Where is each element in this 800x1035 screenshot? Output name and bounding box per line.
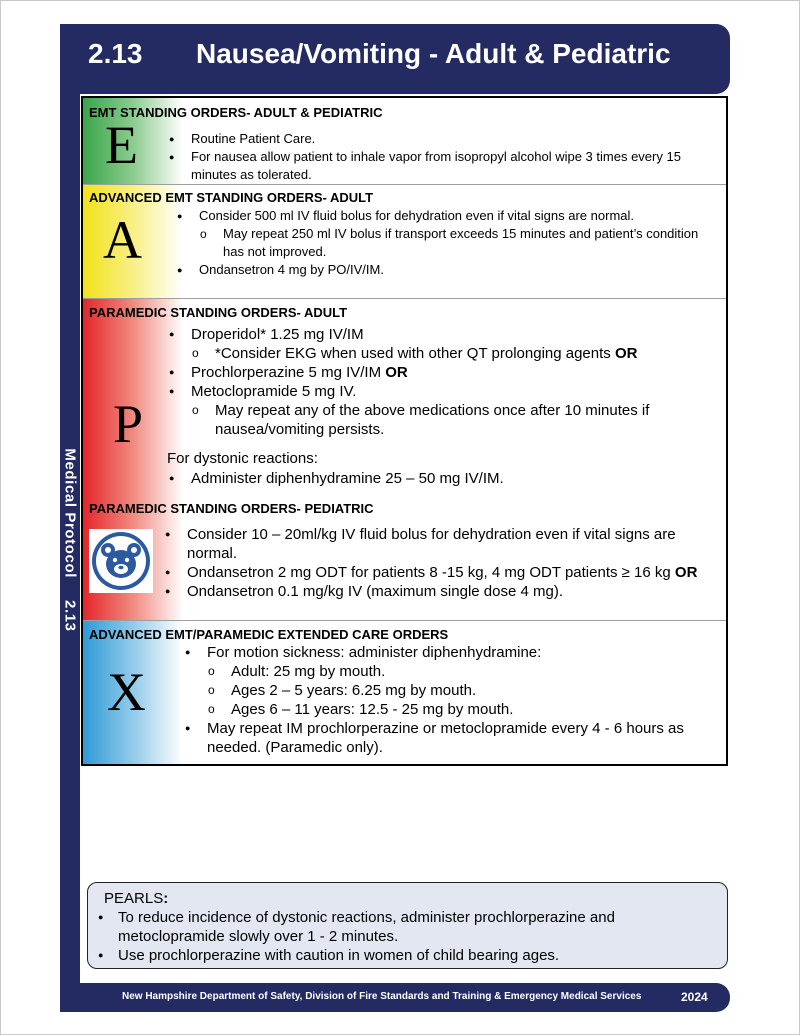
dystonic-list bbox=[167, 469, 717, 488]
side-label bbox=[62, 448, 79, 631]
teddy-bear-icon bbox=[89, 529, 153, 593]
list-item: ● For nausea allow patient to inhale vapor from isopropyl alcohol wipe 3 times every 15 minutes as tolerated. bbox=[167, 148, 712, 184]
list-subitem: o Adult: 25 mg by mouth. bbox=[183, 662, 723, 681]
item-text: *Consider EKG when used with other QT prolonging agents bbox=[215, 345, 615, 362]
paramedic-section bbox=[83, 299, 726, 621]
list-item: ● Ondansetron 4 mg by PO/IV/IM. bbox=[175, 261, 720, 279]
paramedic-pediatric-title: PARAMEDIC STANDING ORDERS- PEDIATRIC bbox=[89, 501, 374, 516]
protocol-number: 2.13 bbox=[88, 38, 143, 69]
protocol-box bbox=[81, 96, 728, 766]
list-item bbox=[167, 363, 717, 382]
list-subitem: o Ages 6 – 11 years: 12.5 - 25 mg by mouth. bbox=[183, 700, 723, 719]
paramedic-letter: P bbox=[113, 394, 144, 454]
list-subitem: o May repeat any of the above medications once after 10 minutes if nausea/vomiting persists. bbox=[167, 401, 717, 439]
item-text: Ondansetron 2 mg ODT for patients 8 -15 kg, 4 mg ODT patients ≥ 16 kg bbox=[187, 564, 675, 581]
pearls-list bbox=[96, 908, 719, 965]
dystonic-label: For dystonic reactions: bbox=[167, 450, 318, 467]
pearls-heading bbox=[96, 889, 719, 908]
extended-care-section bbox=[83, 621, 726, 764]
or-keyword: OR bbox=[614, 345, 638, 362]
list-item: ● May repeat IM prochlorperazine or metoclopramide every 4 - 6 hours as needed. (Paramedic only). bbox=[183, 719, 723, 757]
aemt-section bbox=[83, 185, 726, 299]
list-item: ● Droperidol* 1.25 mg IV/IM bbox=[167, 325, 717, 344]
aemt-letter: A bbox=[103, 210, 142, 270]
list-subitem: o Ages 2 – 5 years: 6.25 mg by mouth. bbox=[183, 681, 723, 700]
or-keyword: OR bbox=[674, 564, 698, 581]
list-subitem bbox=[167, 344, 717, 363]
list-item: ● Consider 10 – 20ml/kg IV fluid bolus for dehydration even if vital signs are normal. bbox=[163, 525, 723, 563]
emt-list bbox=[167, 130, 712, 184]
list-item: ● Ondansetron 0.1 mg/kg IV (maximum single dose 4 mg). bbox=[163, 582, 723, 601]
extended-list bbox=[183, 643, 723, 757]
pearls-box bbox=[87, 882, 728, 969]
paramedic-adult-title: PARAMEDIC STANDING ORDERS- ADULT bbox=[89, 305, 348, 320]
aemt-section-title: ADVANCED EMT STANDING ORDERS- ADULT bbox=[89, 190, 374, 205]
footer-text: New Hampshire Department of Safety, Division of Fire Standards and Training & Emergency Medical Services bbox=[122, 991, 642, 1002]
page-title: Nausea/Vomiting - Adult & Pediatric bbox=[196, 38, 671, 69]
pearls-colon: : bbox=[163, 890, 169, 907]
list-subitem: o May repeat 250 ml IV bolus if transport exceeds 15 minutes and patient’s condition has not improved. bbox=[175, 225, 720, 261]
footer-year: 2024 bbox=[681, 990, 708, 1004]
emt-letter: E bbox=[105, 115, 138, 175]
extended-letter: X bbox=[107, 662, 146, 722]
list-item: ● Routine Patient Care. bbox=[167, 130, 712, 148]
list-item: ● Metoclopramide 5 mg IV. bbox=[167, 382, 717, 401]
side-label-text: Medical Protocol bbox=[61, 448, 79, 579]
pearls-title: PEARLS bbox=[104, 890, 164, 907]
list-item: ● Administer diphenhydramine 25 – 50 mg IV/IM. bbox=[167, 469, 717, 488]
list-item: ● Use prochlorperazine with caution in women of child bearing ages. bbox=[96, 946, 719, 965]
side-label-number: 2.13 bbox=[61, 600, 79, 632]
list-item: ● To reduce incidence of dystonic reactions, administer prochlorperazine and metoclopramide slowly over 1 - 2 minutes. bbox=[96, 908, 719, 946]
paramedic-adult-list bbox=[167, 325, 717, 439]
aemt-list bbox=[175, 207, 720, 279]
extended-section-title: ADVANCED EMT/PARAMEDIC EXTENDED CARE ORDERS bbox=[89, 627, 449, 642]
list-item: ● Consider 500 ml IV fluid bolus for dehydration even if vital signs are normal. bbox=[175, 207, 720, 225]
emt-section-title: EMT STANDING ORDERS- ADULT & PEDIATRIC bbox=[89, 105, 383, 120]
item-text: Prochlorperazine 5 mg IV/IM bbox=[191, 364, 386, 381]
list-item bbox=[163, 563, 723, 582]
paramedic-pediatric-list bbox=[163, 525, 723, 601]
or-keyword: OR bbox=[385, 364, 408, 381]
emt-section bbox=[83, 98, 726, 185]
list-item: ● For motion sickness: administer diphenhydramine: bbox=[183, 643, 723, 662]
